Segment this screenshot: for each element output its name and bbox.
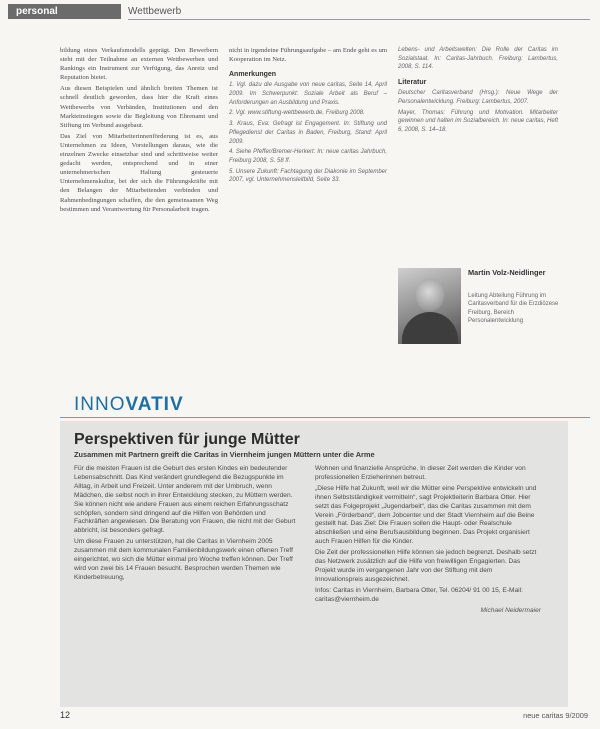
author-photo-body: [402, 312, 458, 344]
literature-item: Deutscher Caritasverband (Hrsg.): Neue Wege der Personalentwicklung. Freiburg: Lambertus, 2007.: [398, 90, 558, 105]
paragraph: Wohnen und finanzielle Ansprüche. In dieser Zeit werden die Kinder von professionellen Erzieherinnen betreut.: [315, 465, 526, 481]
feature-column-2: [315, 465, 541, 618]
literature-item: Mayer, Thomas: Führung und Motivation. Mitarbeiter gewinnen und halten im Sozialbereich. In: neue caritas, Heft 6, 2008, S. 14–18.: [398, 109, 558, 134]
note-item: 5. Unsere Zukunft: Fachtagung der Diakonie im September 2007, vgl. Unternehmensleitbild, Seite 33.: [229, 168, 387, 184]
magazine-name: neue caritas 9/2009: [523, 711, 588, 720]
feature-column-1: [74, 465, 300, 585]
note-item: 2. Vgl. www.stiftung-wettbewerb.de, Freiburg 2008.: [229, 110, 365, 117]
note-item: 1. Vgl. dazu die Ausgabe von neue caritas, Seite 14, April 2009. Im Schwerpunkt: Soziale Arbeit als Beruf – Anforderungen an Ausbildung und Praxis.: [229, 82, 387, 106]
author-photo: [398, 268, 461, 344]
note-item: 4. Siehe Pfeffer/Bremer-Herkert: In: neue caritas Jahrbuch, Freiburg 2008, S. 58 ff.: [229, 149, 387, 164]
section-tab: personal: [8, 4, 121, 19]
paragraph: Um diese Frauen zu unterstützen, hat die Caritas in Viernheim 2005 zusammen mit dem kommunalen Familienbildungswerk einen offenen Treff eingerichtet, wo sich die Mütter einmal pro Woche treffen können. Der Treff wird von zwei bis 14 Frauen besucht. Besprochen werden Themen wie Kinderbetreuung,: [74, 538, 293, 581]
paragraph: „Diese Hilfe hat Zukunft, weil wir die Mütter eine Perspektive entwickeln und ihnen Selbstständigkeit vermitteln“, sagt Projektleiterin Barbara Otter. Hier setzt das Folgeprojekt „Jugendarbeit“, das die Caritas zusammen mit dem Verein „Förderband“, dem Jobcenter und der Stadt Viernheim auf die Beine gestellt hat. Das Ziel: Die Frauen sollen die Haupt- oder Realschule abschließen und eine Berufsausbildung beginnen. Das Projekt organisiert auch Frauen Hilfen für die Kinder.: [315, 484, 537, 546]
author-bio: Leitung Abteilung Führung im Caritasverband für die Erzdiözese Freiburg, Bereich Personalentwicklung: [468, 293, 559, 324]
innovativ-light: INNO: [74, 394, 126, 415]
article-column-1: [60, 46, 218, 216]
author-name: Martin Volz-Neidlinger: [468, 268, 546, 277]
section-title: Wettbewerb: [128, 6, 182, 17]
paragraph: Infos: Caritas in Viernheim, Barbara Otter, Tel. 06204/ 91 00 15, E-Mail: caritas@viernheim.de: [315, 586, 523, 603]
feature-subtitle: Zusammen mit Partnern greift die Caritas in Viernheim jungen Müttern unter die Arme: [74, 450, 375, 459]
feature-title: Perspektiven für junge Mütter: [74, 431, 300, 448]
paragraph: Das Ziel von Mitarbeiterinnenförderung ist es, aus Unternehmen zu Ideen, Vorstellungen daraus, wie die einzelnen Zwecke einsetzbar sind und schrittweise weiter gedacht werden, entsprechend und in einer unternehmerischen Haltung gesteuerte Unternehmenskultur, bei der sich die Führungskräfte mit den Belangen der Mitarbeitenden verbinden und Rahmenbedingungen schaffen, die den gemeinsamen Weg bestimmen und Verantwortung für Personalarbeit tragen.: [60, 132, 218, 213]
notes-heading: Anmerkungen: [229, 71, 277, 79]
header-rule: [128, 19, 590, 20]
paragraph: Für die meisten Frauen ist die Geburt des ersten Kindes ein bedeutender Lebensabschnitt. Das Kind verändert grundlegend die Bezugspunkte im Alltag, in Arbeit und Freizeit. Unter anderem mit der Umbruch, wenn Mädchen, die selbst noch in ihrer Entwicklung stecken, zu Müttern werden. Sie können nicht wie andere Frauen aus einem reichen Erfahrungsschatz schöpfen, sondern sind dringend auf die Hilfen von Behörden und Fachkräften angewiesen. Die Beratung von Frauen, die nicht mit der Geburt abbricht, ist besonders gefragt.: [74, 465, 296, 535]
article-column-3: [398, 46, 558, 137]
innovativ-bold: VATIV: [125, 394, 184, 415]
page-number: 12: [60, 710, 71, 720]
literature-heading: Literatur: [398, 79, 427, 87]
signature: Michael Neidermaier: [480, 606, 541, 614]
paragraph: nicht in irgendeine Führungsaufgabe – am Ende geht es um Kooperation im Netz.: [229, 47, 387, 64]
note-item: 3. Kraus, Eva: Gefragt ist Engagement. In: Stiftung und Pflegedienst der Caritas in Baden, Freiburg, Stand: April 2009.: [229, 121, 387, 145]
innovativ-rule: [60, 417, 590, 418]
paragraph: Aus diesen Beispielen und ähnlich breiten Themen ist schnell deutlich geworden, dass hier die Kraft eines Wettbewerbs von Verbänden, Institutionen und den Markteinstiegen sowie die Begleitung von Ehrenamt und Stiftung im Verbund ausgebaut.: [60, 85, 218, 129]
article-column-2: [229, 46, 387, 187]
paragraph: Die Zeit der professionellen Hilfe können sie jedoch begrenzt. Deshalb setzt das Netzwerk zusätzlich auf die Hilfe von freiwilligen Engagierten. Das Projekt wurde im vergangenen Jahr von der Stiftung mit dem Innovationspreis ausgezeichnet.: [315, 549, 537, 583]
note-continued: Lebens- und Arbeitswelten: Die Rolle der Caritas im Sozialstaat. In: Caritas-Jahrbuch. Freiburg: Lambertus, 2008, S. 114.: [398, 47, 558, 71]
paragraph: bildung eines Verkaufsmodells geprägt. Den Bewerbern steht mit der Teilnahme an externen Wettbewerben und Rankings ein Instrument zur Verfügung, das Anreiz und Reputation bietet.: [60, 47, 218, 82]
author-photo-head: [416, 278, 444, 312]
innovativ-heading: [74, 394, 184, 416]
